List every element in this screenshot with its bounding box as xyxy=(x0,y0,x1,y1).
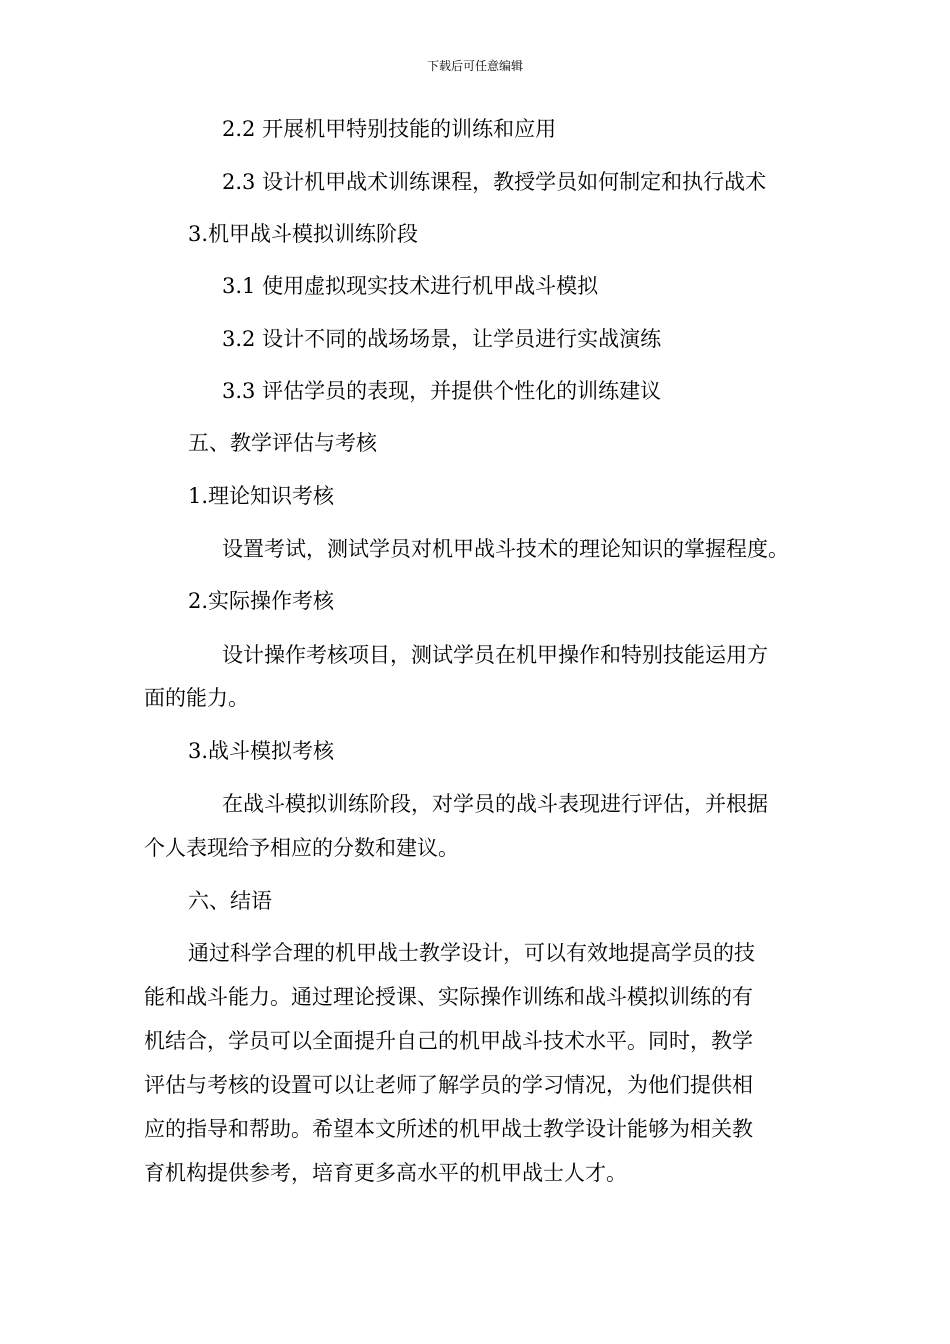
section-2-3: 2.3 设计机甲战术训练课程，教授学员如何制定和执行战术 xyxy=(222,170,767,194)
heading-five: 五、教学评估与考核 xyxy=(188,431,377,455)
section-3-1: 3.1 使用虚拟现实技术进行机甲战斗模拟 xyxy=(222,274,599,298)
section-2-2: 2.2 开展机甲特别技能的训练和应用 xyxy=(222,117,557,141)
combat-assessment-text-2: 个人表现给予相应的分数和建议。 xyxy=(144,836,459,860)
conclusion-line-1: 通过科学合理的机甲战士教学设计，可以有效地提高学员的技 xyxy=(188,941,755,965)
heading-3: 3.机甲战斗模拟训练阶段 xyxy=(188,222,419,246)
section-3-2: 3.2 设计不同的战场场景，让学员进行实战演练 xyxy=(222,327,662,351)
section-3-3: 3.3 评估学员的表现，并提供个性化的训练建议 xyxy=(222,379,662,403)
conclusion-line-3: 机结合，学员可以全面提升自己的机甲战斗技术水平。同时，教学 xyxy=(144,1029,753,1053)
heading-six: 六、结语 xyxy=(188,889,272,913)
practical-assessment-text-1: 设计操作考核项目，测试学员在机甲操作和特别技能运用方 xyxy=(222,643,768,667)
conclusion-line-2: 能和战斗能力。通过理论授课、实际操作训练和战斗模拟训练的有 xyxy=(144,985,753,1009)
practical-assessment-text-2: 面的能力。 xyxy=(144,686,249,710)
heading-combat-assessment: 3.战斗模拟考核 xyxy=(188,739,335,763)
heading-theory-assessment: 1.理论知识考核 xyxy=(188,484,335,508)
theory-assessment-text: 设置考试，测试学员对机甲战斗技术的理论知识的掌握程度。 xyxy=(222,537,789,561)
combat-assessment-text-1: 在战斗模拟训练阶段，对学员的战斗表现进行评估，并根据 xyxy=(222,792,768,816)
page-header: 下载后可任意编辑 xyxy=(426,59,523,73)
conclusion-line-6: 育机构提供参考，培育更多高水平的机甲战士人才。 xyxy=(144,1161,627,1185)
heading-practical-assessment: 2.实际操作考核 xyxy=(188,589,335,613)
conclusion-line-5: 应的指导和帮助。希望本文所述的机甲战士教学设计能够为相关教 xyxy=(144,1117,753,1141)
conclusion-line-4: 评估与考核的设置可以让老师了解学员的学习情况，为他们提供相 xyxy=(144,1073,753,1097)
